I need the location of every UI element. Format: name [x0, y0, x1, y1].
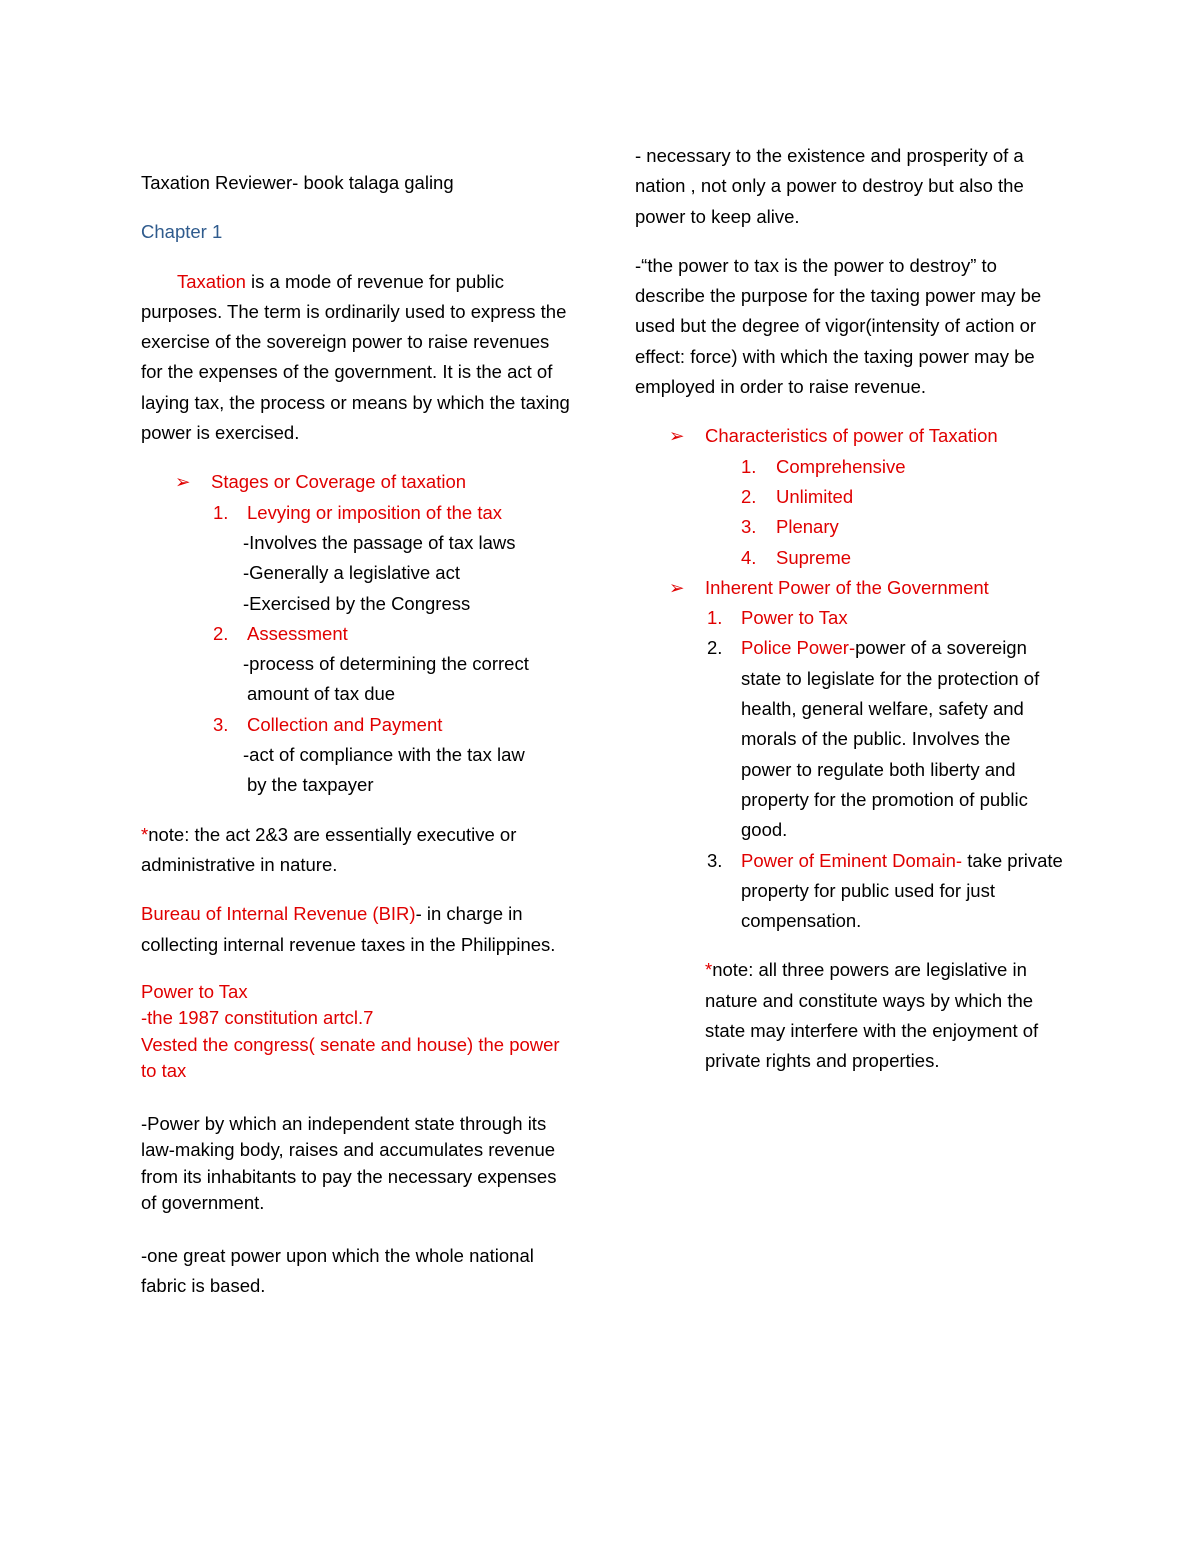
stage-2 [141, 619, 571, 649]
characteristics-heading-text: Characteristics of power of Taxation [705, 425, 998, 447]
left-column [141, 168, 571, 1301]
stages-heading-text: Stages or Coverage of taxation [211, 471, 467, 493]
inherent-power-2-text: power of a sovereign state to legislate for the protection of health, general welfare, safety and morals of the public. Involves the power to regulate both liberty and property for the promotion of public good. [741, 637, 1040, 841]
inherent-power-1 [635, 603, 1065, 633]
inherent-power-3-text: take private property for public used for just compensation. [741, 849, 1063, 932]
stage-3-number: 3. [213, 713, 229, 735]
stage-1-title: Levying or imposition of the tax [247, 501, 503, 523]
stage-2-line: -process of determining the correct [243, 653, 529, 675]
power-to-tax-block [141, 979, 571, 1085]
note-legislative [635, 955, 1065, 1076]
stage-1-line: -Exercised by the Congress [243, 592, 471, 614]
characteristic-text: Unlimited [776, 485, 854, 507]
taxation-definition [141, 267, 571, 449]
stage-3-line: -act of compliance with the tax law [243, 744, 525, 766]
power-to-tax-vested: Vested the congress( senate and house) the power to tax [141, 1033, 560, 1082]
characteristic-number: 3. [741, 516, 757, 538]
great-power-paragraph: -one great power upon which the whole national fabric is based. [141, 1244, 534, 1297]
stage-1-number: 1. [213, 501, 229, 523]
stage-2-title: Assessment [247, 622, 348, 644]
stage-3 [141, 710, 571, 740]
note-asterisk: * [705, 959, 713, 981]
power-to-tax-heading: Power to Tax [141, 980, 248, 1002]
necessary-paragraph: - necessary to the existence and prosperity of a nation , not only a power to destroy but also the power to keep alive. [635, 145, 1024, 227]
note-asterisk: * [141, 823, 149, 845]
inherent-power-2 [635, 633, 1065, 845]
characteristic-text: Supreme [776, 546, 852, 568]
characteristic-item [635, 543, 1065, 573]
inherent-power-1-title: Power to Tax [741, 607, 848, 629]
arrow-bullet-icon: ➢ [669, 425, 685, 447]
inherent-powers-heading [635, 573, 1065, 603]
inherent-power-1-number: 1. [707, 607, 723, 629]
characteristic-item [635, 512, 1065, 542]
note-legislative-text: note: all three powers are legislative in nature and constitute ways by which the state may interfere with the enjoyment of private rights and properties. [705, 959, 1039, 1072]
bir-paragraph [141, 899, 571, 960]
inherent-power-3-number: 3. [707, 849, 723, 871]
arrow-bullet-icon: ➢ [175, 471, 191, 493]
arrow-bullet-icon: ➢ [669, 576, 685, 598]
bir-term: Bureau of Internal Revenue (BIR) [141, 903, 416, 925]
document-title: Taxation Reviewer- book talaga galing [141, 172, 454, 193]
stage-1 [141, 498, 571, 528]
stage-2-line: amount of tax due [247, 683, 396, 705]
right-column [635, 141, 1065, 1077]
inherent-power-3 [635, 846, 1065, 937]
characteristic-text: Comprehensive [776, 455, 906, 477]
stage-2-number: 2. [213, 622, 229, 644]
inherent-power-2-title: Police Power- [741, 637, 856, 659]
stage-3-title: Collection and Payment [247, 713, 443, 735]
taxation-definition-text: is a mode of revenue for public purposes. The term is ordinarily used to express the exercise of the sovereign power to raise revenues for the expenses of the government. It is the act of laying tax, the process or means by which the taxing power is exercised. [141, 270, 570, 444]
stage-1-line: -Generally a legislative act [243, 562, 460, 584]
characteristic-number: 4. [741, 546, 757, 568]
characteristic-item [635, 452, 1065, 482]
characteristics-list [635, 452, 1065, 573]
power-to-tax-constitution: -the 1987 constitution artcl.7 [141, 1007, 374, 1029]
characteristic-text: Plenary [776, 516, 839, 538]
power-to-destroy-paragraph: -“the power to tax is the power to destroy” to describe the purpose for the taxing power may be used but the degree of vigor(intensity of action or effect: force) with which the taxing power may be employed in order to raise revenue. [635, 254, 1042, 398]
inherent-powers-heading-text: Inherent Power of the Government [705, 576, 989, 598]
stage-3-line: by the taxpayer [247, 774, 374, 796]
note-executive-text: note: the act 2&3 are essentially executive or administrative in nature. [141, 823, 517, 875]
taxation-term: Taxation [177, 270, 246, 292]
bir-text: - in charge in collecting internal revenue taxes in the Philippines. [141, 903, 556, 955]
inherent-power-3-title: Power of Eminent Domain- [741, 849, 963, 871]
power-definition: -Power by which an independent state through its law-making body, raises and accumulates revenue from its inhabitants to pay the necessary expenses of government. [141, 1112, 557, 1214]
characteristic-number: 2. [741, 485, 757, 507]
characteristics-heading [635, 421, 1065, 451]
stage-1-line: -Involves the passage of tax laws [243, 531, 516, 553]
chapter-heading: Chapter 1 [141, 221, 223, 243]
stages-heading [141, 467, 571, 497]
characteristic-number: 1. [741, 455, 757, 477]
note-executive [141, 820, 571, 881]
characteristic-item [635, 482, 1065, 512]
inherent-power-2-number: 2. [707, 637, 723, 659]
